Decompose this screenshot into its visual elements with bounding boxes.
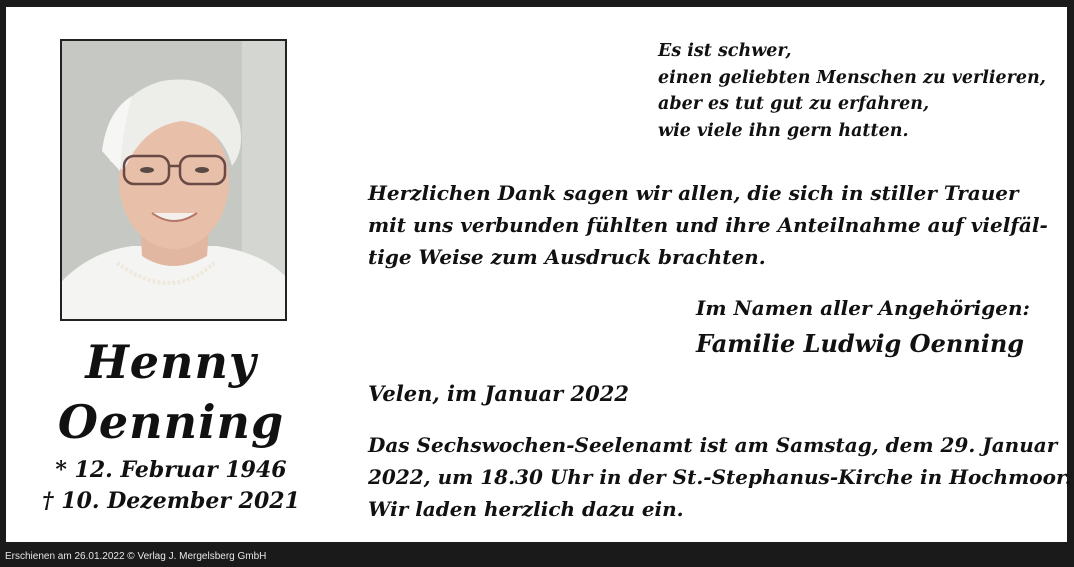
poem-line: einen geliebten Menschen zu verlieren, — [658, 67, 1046, 88]
poem-line: aber es tut gut zu erfahren, — [658, 94, 930, 114]
deceased-last-name: Oenning — [57, 395, 285, 449]
deceased-first-name: Henny — [85, 335, 257, 389]
signoff-line: Im Namen aller Angehörigen: — [696, 296, 1030, 320]
poem-line: Es ist schwer, — [658, 41, 792, 61]
thanks-paragraph — [368, 177, 1048, 273]
obituary-card — [6, 7, 1072, 542]
service-line: Das Sechswochen-Seelenamt ist am Samstag, dem 29. Januar — [368, 433, 1058, 457]
family-signature: Familie Ludwig Oenning — [696, 329, 1025, 358]
death-date: † 10. Dezember 2021 — [42, 488, 300, 514]
thanks-line: mit uns verbunden fühlten und ihre Anteilnahme auf vielfäl- — [368, 213, 1048, 237]
service-line: 2022, um 18.30 Uhr in der St.-Stephanus-Kirche in Hochmoor. — [368, 465, 1072, 489]
service-announcement — [368, 429, 1072, 525]
birth-date: * 12. Februar 1946 — [55, 457, 287, 483]
place-and-date: Velen, im Januar 2022 — [368, 381, 629, 406]
portrait-illustration — [62, 41, 285, 319]
poem — [658, 38, 1058, 144]
poem-line: wie viele ihn gern hatten. — [658, 120, 909, 141]
thanks-line: Herzlichen Dank sagen wir allen, die sich in stiller Trauer — [368, 181, 1019, 205]
thanks-line: tige Weise zum Ausdruck brachten. — [368, 245, 766, 269]
portrait-photo — [60, 39, 287, 321]
publication-footer: Erschienen am 26.01.2022 © Verlag J. Mergelsberg GmbH — [5, 551, 267, 562]
service-line: Wir laden herzlich dazu ein. — [368, 497, 684, 521]
